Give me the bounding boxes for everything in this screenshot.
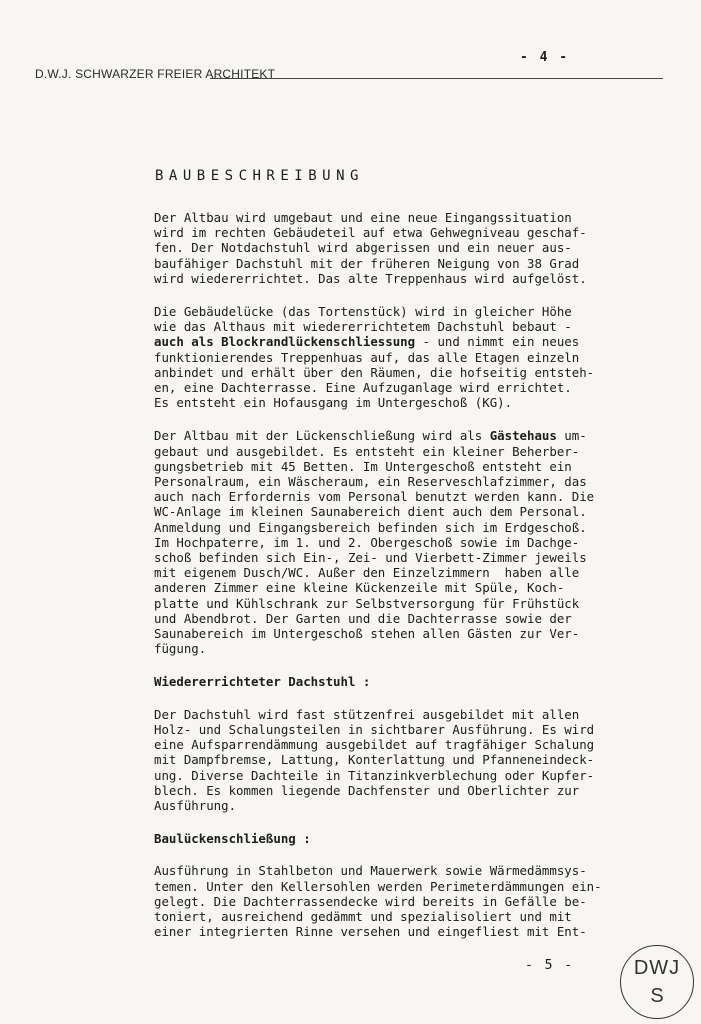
text-fragment: - und nimmt ein neues <box>415 334 580 350</box>
text-line: Saunabereich im Untergeschoß stehen allen Gästen zur Ver- <box>154 626 580 642</box>
text-line: Ausführung in Stahlbeton und Mauerwerk sowie Wärmedämmsys- <box>154 863 587 879</box>
header-firm-name: D.W.J. SCHWARZER FREIER ARCHITEKT <box>35 67 276 81</box>
text-line: und Abendbrot. Der Garten und die Dachterrasse sowie der <box>154 610 572 626</box>
text-line: mit Dampfbremse, Lattung, Konterlattung und Pfanneneindeck- <box>154 752 595 768</box>
text-line: WC-Anlage im kleinen Saunabereich dient auch dem Personal. <box>154 504 587 520</box>
text-fragment: Der Altbau mit der Lückenschließung wird als <box>154 428 490 444</box>
stamp-initials-bottom: S <box>650 985 664 1007</box>
paragraph-3 <box>154 428 674 656</box>
text-line: funktionierendes Treppenhuas auf, das alle Etagen einzeln <box>154 349 580 365</box>
text-line: toniert, ausreichend gedämmt und spezialisoliert und mit <box>154 908 572 924</box>
text-line: en, eine Dachterrasse. Eine Aufzuganlage wird errichtet. <box>154 380 572 396</box>
text-line: Holz- und Schalungsteilen in sichtbarer Ausführung. Es wird <box>154 721 595 737</box>
text-line: mit eigenem Dusch/WC. Außer den Einzelzimmern haben alle <box>154 565 580 581</box>
text-line: gebaut und ausgebildet. Es entsteht ein kleiner Beherber- <box>154 443 580 459</box>
paragraph-1 <box>154 210 674 286</box>
text-line: anderen Zimmer eine kleine Kückenzeile mit Spüle, Koch- <box>154 580 565 596</box>
paragraph-baulucke <box>154 863 674 939</box>
text-line: Der Altbau wird umgebaut und eine neue Eingangssituation <box>154 210 572 225</box>
page-number-bottom: - 5 - <box>525 958 575 973</box>
text-line: baufähiger Dachstuhl mit der früheren Neigung von 38 Grad <box>154 255 580 271</box>
document-title: BAUBESCHREIBUNG <box>155 168 364 184</box>
text-line: fügung. <box>154 641 207 657</box>
text-line: temen. Unter den Kellersohlen werden Perimeterdämmungen ein- <box>154 878 602 894</box>
text-line-mixed <box>154 334 674 349</box>
page-number-top: - 4 - <box>520 50 570 65</box>
text-line: ung. Diverse Dachteile in Titanzinkverblechung oder Kupfer- <box>154 767 595 783</box>
section-heading-dachstuhl: Wiedererrichteter Dachstuhl : <box>154 674 371 690</box>
text-line: wie das Althaus mit wiedererrichtetem Dachstuhl bebaut - <box>154 319 572 335</box>
text-line: auch nach Erfordernis vom Personal benutzt werden kann. Die <box>154 489 595 505</box>
header-rule <box>210 78 663 79</box>
text-line: Der Dachstuhl wird fast stützenfrei ausgebildet mit allen <box>154 706 580 722</box>
text-line: fen. Der Notdachstuhl wird abgerissen und ein neuer aus- <box>154 240 572 256</box>
text-line: Im Hochpaterre, im 1. und 2. Obergeschoß sowie im Dachge- <box>154 534 580 550</box>
text-fragment: um- <box>556 428 587 444</box>
text-line: Anmeldung und Eingangsbereich befinden sich im Erdgeschoß. <box>154 519 587 535</box>
text-line: wird im rechten Gebäudeteil auf etwa Gehwegniveau geschaf- <box>154 225 587 241</box>
text-line: schoß befinden sich Ein-, Zei- und Vierbett-Zimmer jeweils <box>154 550 587 566</box>
text-line: Ausführung. <box>154 797 237 813</box>
text-line: einer integrierten Rinne versehen und eingefliest mit Ent- <box>154 924 587 940</box>
text-line: Die Gebäudelücke (das Tortenstück) wird in gleicher Höhe <box>154 304 572 320</box>
stamp-initials-top: DWJ <box>633 957 681 979</box>
text-line: blech. Es kommen liegende Dachfenster und Oberlichter zur <box>154 782 580 798</box>
text-line: Personalraum, ein Wäscheraum, ein Reserveschlafzimmer, das <box>154 474 587 490</box>
text-line: eine Aufsparrendämmung ausgebildet auf tragfähiger Schalung <box>154 737 595 753</box>
text-line: anbindet und erhält über den Räumen, die hofseitig entsteh- <box>154 364 595 380</box>
bold-phrase: Gästehaus <box>489 428 557 444</box>
text-line: gelegt. Die Dachterrassendecke wird bereits in Gefälle be- <box>154 893 587 909</box>
text-line-mixed <box>154 428 674 443</box>
section-heading-baulucke: Baulückenschließung : <box>154 831 311 847</box>
dwjs-stamp-logo <box>620 945 694 1019</box>
text-line: platte und Kühlschrank zur Selbstversorgung für Frühstück <box>154 595 580 611</box>
bold-phrase: auch als Blockrandlückenschliessung <box>154 334 416 350</box>
document-body <box>154 210 674 957</box>
paragraph-2 <box>154 304 674 410</box>
text-line: gungsbetrieb mit 45 Betten. Im Untergeschoß entsteht ein <box>154 458 572 474</box>
text-line: wird wiedererrichtet. Das alte Treppenhaus wird aufgelöst. <box>154 270 587 286</box>
text-line: Es entsteht ein Hofausgang im Untergeschoß (KG). <box>154 395 513 411</box>
paragraph-dachstuhl <box>154 707 674 813</box>
